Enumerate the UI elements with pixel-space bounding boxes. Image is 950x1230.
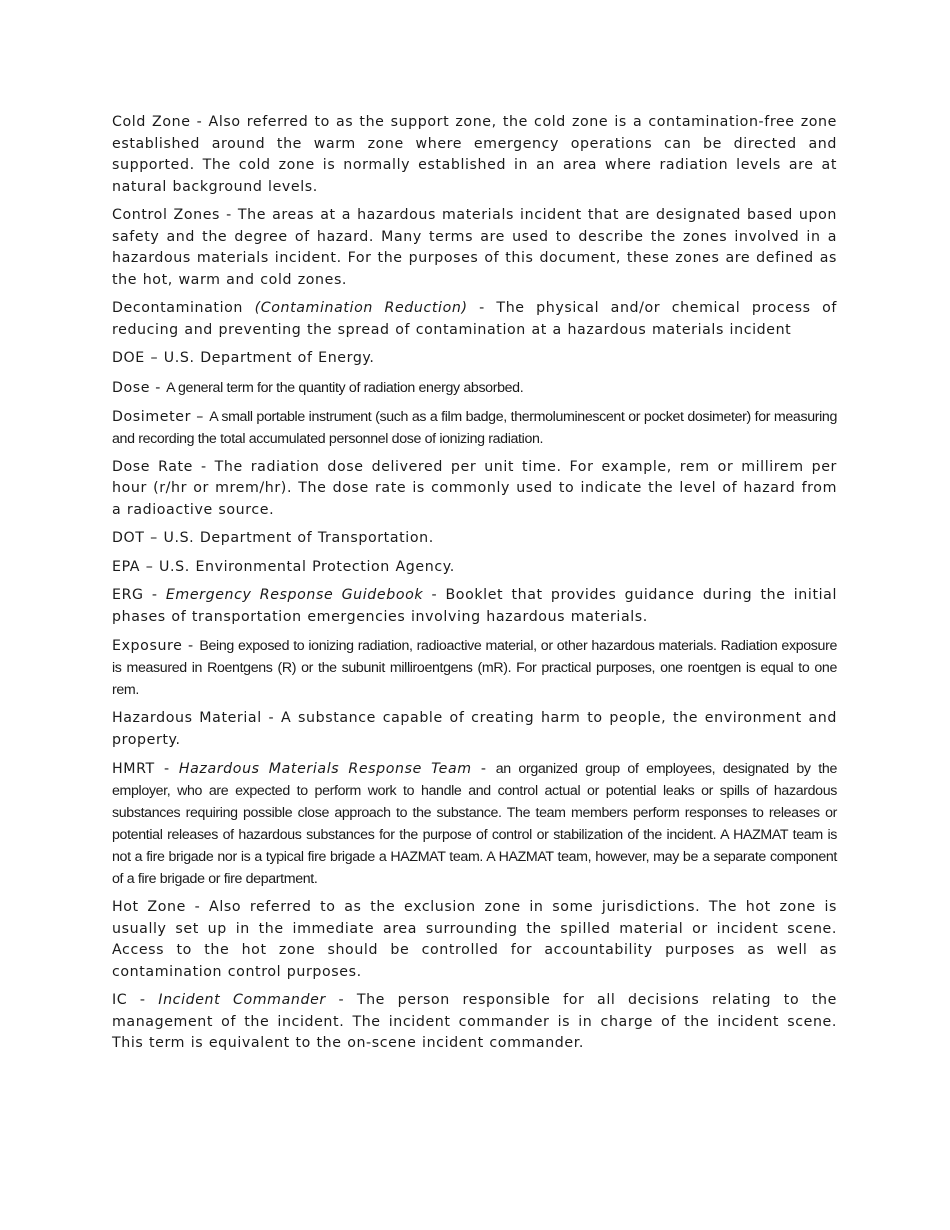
entry-separator: – — [144, 350, 164, 366]
entry-definition: an organized group of employees, designated by the employer, who are expected to perform work to handle and control actual or potential leaks or spills of hazardous substances requiring possible close approach to the substance. The team members perform responses to releases or potential releases of hazardous substances for the purpose of control or stabilization of the incident. A HAZMAT team is not a fire brigade nor is a typical fire brigade a HAZMAT team. A HAZMAT team, however, may be a separate component of a fire brigade or fire department. — [112, 761, 837, 887]
glossary-entry-ic — [112, 990, 837, 1055]
entry-definition: U.S. Environmental Protection Agency. — [159, 558, 455, 575]
entry-term: Dose — [112, 379, 151, 396]
entry-definition: The physical and/or chemical process of reducing and preventing the spread of contamination at a hazardous materials incident — [112, 300, 837, 338]
entry-definition: Booklet that provides guidance during the initial phases of transportation emergencies involving hazardous materials. — [112, 587, 837, 625]
entry-separator: - — [182, 638, 200, 654]
glossary-entry-dose — [112, 377, 837, 399]
glossary-entry-doe — [112, 348, 837, 370]
entry-term: Hot Zone — [112, 899, 186, 915]
entry-separator: - — [190, 114, 209, 130]
glossary-entry-dot — [112, 528, 837, 550]
entry-separator: – — [191, 408, 210, 425]
entry-term: ERG — [112, 587, 144, 603]
entry-definition: Also referred to as the exclusion zone in some jurisdictions. The hot zone is usually set up in the immediate area surrounding the spilled material or incident scene. Access to the hot zone should be controlled for accountability purposes as well as contamination control purposes. — [112, 899, 837, 980]
glossary-entry-exposure — [112, 635, 837, 701]
entry-separator: - — [127, 992, 159, 1008]
entry-term: Control Zones — [112, 207, 221, 223]
entry-separator: – — [140, 558, 160, 575]
entry-separator: - — [143, 587, 166, 603]
entry-definition: U.S. Department of Transportation. — [163, 530, 434, 546]
entry-separator: - — [467, 300, 497, 316]
entry-definition: The person responsible for all decisions relating to the management of the incident. The incident commander is in charge of the incident scene. This term is equivalent to the on-scene incident commander. — [112, 992, 837, 1051]
entry-term: Decontamination — [112, 300, 244, 316]
glossary-entry-erg — [112, 585, 837, 628]
glossary-entry-hot-zone — [112, 897, 837, 983]
glossary-entry-hmrt — [112, 758, 837, 890]
entry-separator: - — [193, 458, 215, 475]
entry-definition: A substance capable of creating harm to people, the environment and property. — [112, 710, 837, 748]
glossary-page — [112, 112, 837, 1062]
entry-expansion: (Contamination Reduction) — [254, 300, 468, 316]
glossary-entry-decontamination — [112, 298, 837, 341]
glossary-entry-control-zones — [112, 205, 837, 291]
entry-separator: - — [423, 587, 446, 603]
glossary-entry-cold-zone — [112, 112, 837, 198]
entry-definition: Also referred to as the support zone, the cold zone is a contamination-free zone established around the warm zone where emergency operations can be directed and supported. The cold zone is normally established in an area where radiation levels are at natural background levels. — [112, 114, 837, 195]
entry-term: Hazardous Material — [112, 710, 262, 726]
entry-expansion: Incident Commander — [158, 992, 326, 1008]
entry-separator: – — [144, 530, 164, 546]
entry-term: DOE — [112, 350, 145, 366]
entry-definition: Being exposed to ionizing radiation, radioactive material, or other hazardous materials. Radiation exposure is measured in Roentgens (R) or the subunit milliroentgens (mR). For practical purposes, one roentgen is equal to one rem. — [112, 638, 837, 698]
entry-term: DOT — [112, 530, 145, 546]
entry-definition: The areas at a hazardous materials incident that are designated based upon safety and the degree of hazard. Many terms are used to describe the zones involved in a hazardous materials incident. For the purposes of this document, these zones are defined as the hot, warm and cold zones. — [112, 207, 837, 288]
entry-separator: - — [471, 761, 496, 777]
glossary-entry-epa — [112, 557, 837, 579]
entry-term: IC — [112, 992, 128, 1008]
entry-expansion: Hazardous Materials Response Team — [178, 761, 472, 777]
entry-separator: - — [325, 992, 357, 1008]
entry-term: HMRT — [112, 761, 155, 777]
entry-separator: - — [154, 761, 179, 777]
entry-term: EPA — [112, 558, 141, 575]
entry-definition: A small portable instrument (such as a film badge, thermoluminescent or pocket dosimeter) for measuring and recording the total accumulated personnel dose of ionizing radiation. — [112, 408, 837, 447]
entry-term: Cold Zone — [112, 114, 191, 130]
entry-separator: - — [185, 899, 210, 915]
entry-term: Dosimeter — [112, 408, 192, 425]
entry-definition: A general term for the quantity of radiation energy absorbed. — [166, 379, 524, 396]
entry-definition: U.S. Department of Energy. — [163, 350, 375, 366]
entry-term: Dose Rate — [112, 458, 193, 475]
entry-definition: The radiation dose delivered per unit time. For example, rem or millirem per hour (r/hr or mrem/hr). The dose rate is commonly used to indicate the level of hazard from a radioactive source. — [112, 458, 837, 518]
entry-separator: - — [261, 710, 281, 726]
entry-expansion: Emergency Response Guidebook — [165, 587, 424, 603]
glossary-entry-dose-rate — [112, 457, 837, 522]
glossary-entry-hazardous-material — [112, 708, 837, 751]
glossary-entry-dosimeter — [112, 406, 837, 450]
entry-term: Exposure — [112, 638, 183, 654]
entry-separator: - — [150, 379, 167, 396]
entry-separator: - — [220, 207, 238, 223]
